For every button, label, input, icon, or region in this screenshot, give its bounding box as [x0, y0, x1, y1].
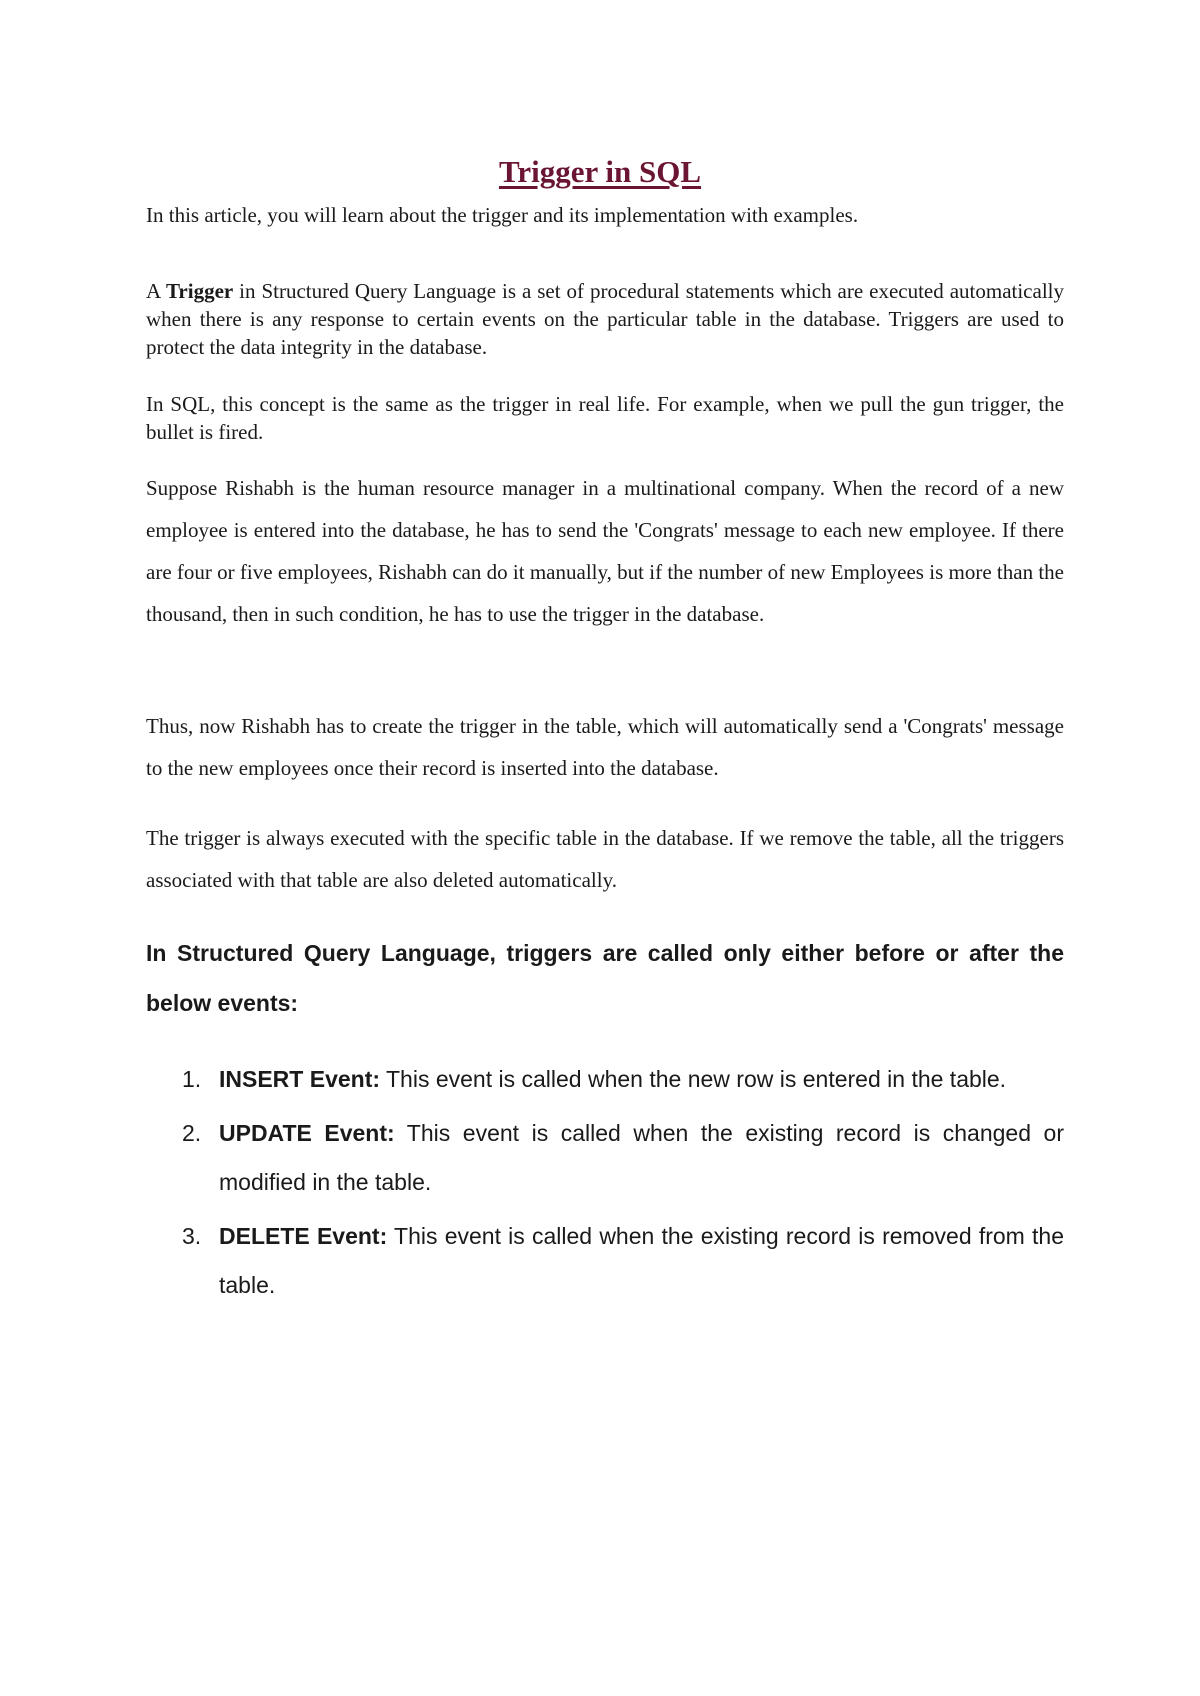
page-title: Trigger in SQL — [498, 154, 702, 189]
definition-prefix: A — [146, 279, 166, 303]
intro-paragraph: In this article, you will learn about the trigger and its implementation with examples. — [146, 203, 859, 227]
list-item-number: 3. — [182, 1223, 202, 1249]
thus-paragraph: Thus, now Rishabh has to create the trigger in the table, which will automatically send a 'Congrats' message to the new employees once their record is inserted into the database. — [146, 714, 1064, 780]
event-name: INSERT Event: — [219, 1066, 381, 1092]
event-name: UPDATE Event: — [219, 1120, 395, 1146]
real-life-paragraph: In SQL, this concept is the same as the trigger in real life. For example, when we pull the gun trigger, the bullet is fired. — [146, 392, 1064, 444]
event-description: This event is called when the existing record is changed or modified in the table. — [219, 1120, 1064, 1195]
event-name: DELETE Event: — [219, 1223, 388, 1249]
scenario-paragraph: Suppose Rishabh is the human resource manager in a multinational company. When the record of a new employee is entered into the database, he has to send the 'Congrats' message to each new employee. If there are four or five employees, Rishabh can do it manually, but if the number of new Employees is more than the thousand, then in such condition, he has to use the trigger in the database. — [146, 476, 1064, 626]
list-item — [146, 1055, 1064, 1104]
event-description: This event is called when the new row is entered in the table. — [380, 1066, 1007, 1092]
association-paragraph: The trigger is always executed with the specific table in the database. If we remove the table, all the triggers associated with that table are also deleted automatically. — [146, 826, 1064, 892]
definition-term: Trigger — [165, 279, 234, 303]
definition-paragraph — [146, 277, 1064, 361]
events-list — [146, 1055, 1064, 1315]
events-heading: In Structured Query Language, triggers are called only either before or after the below events: — [146, 940, 1064, 1016]
definition-rest: in Structured Query Language is a set of procedural statements which are executed automatically when there is any response to certain events on the particular table in the database. Triggers are used to protect the data integrity in the database. — [146, 279, 1064, 359]
list-item — [146, 1109, 1064, 1207]
list-item-number: 1. — [182, 1066, 202, 1092]
event-description: This event is called when the existing record is removed from the table. — [219, 1223, 1065, 1298]
list-item-number: 2. — [182, 1120, 202, 1146]
list-item — [146, 1212, 1064, 1310]
